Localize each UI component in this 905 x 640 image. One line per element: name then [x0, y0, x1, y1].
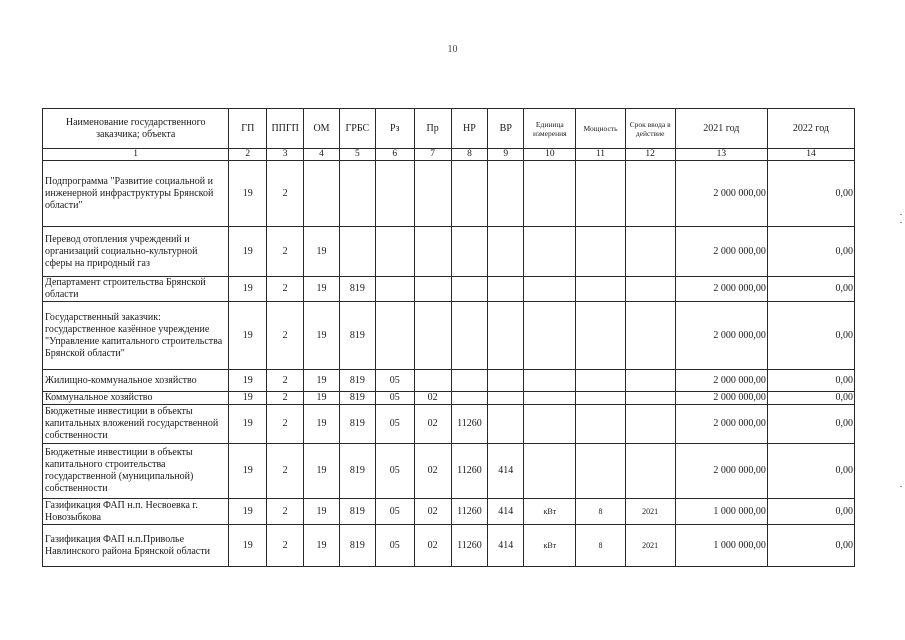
cell-vr: [488, 405, 524, 444]
cell-grbs: 819: [339, 392, 375, 405]
cell-gp: 19: [229, 302, 267, 370]
cell-unit: [524, 302, 576, 370]
table-row: [43, 161, 855, 227]
index-cell: 5: [339, 149, 375, 161]
cell-gp: 19: [229, 370, 267, 392]
index-cell: 13: [675, 149, 767, 161]
index-cell: 9: [488, 149, 524, 161]
cell-term: [625, 370, 675, 392]
cell-power: [576, 302, 625, 370]
cell-ppgp: 2: [267, 227, 304, 277]
index-cell: 6: [375, 149, 414, 161]
cell-rz: [375, 161, 414, 227]
index-cell: 1: [43, 149, 229, 161]
cell-grbs: 819: [339, 370, 375, 392]
cell-grbs: [339, 161, 375, 227]
cell-rz: 05: [375, 370, 414, 392]
cell-gp: 19: [229, 161, 267, 227]
table-row: [43, 444, 855, 499]
cell-pr: 02: [414, 444, 451, 499]
table-row: [43, 370, 855, 392]
cell-vr: [488, 161, 524, 227]
table-row: [43, 525, 855, 567]
cell-pr: 02: [414, 499, 451, 525]
cell-nr: [451, 302, 488, 370]
cell-unit: [524, 227, 576, 277]
cell-y2022: 0,00: [767, 499, 854, 525]
cell-y2022: 0,00: [767, 392, 854, 405]
cell-unit: [524, 392, 576, 405]
cell-name: Государственный заказчик: государственное казённое учреждение "Управление капитального строительства Брянской области": [43, 302, 229, 370]
table-row: [43, 499, 855, 525]
header-gp: ГП: [229, 109, 267, 149]
cell-ppgp: 2: [267, 302, 304, 370]
cell-power: 8: [576, 525, 625, 567]
cell-om: 19: [304, 499, 340, 525]
cell-nr: 11260: [451, 405, 488, 444]
header-ppgp: ППГП: [267, 109, 304, 149]
cell-unit: кВт: [524, 499, 576, 525]
cell-term: [625, 392, 675, 405]
header-row: [43, 109, 855, 149]
cell-pr: [414, 302, 451, 370]
budget-table: [42, 108, 855, 567]
cell-ppgp: 2: [267, 405, 304, 444]
cell-power: 8: [576, 499, 625, 525]
cell-power: [576, 161, 625, 227]
cell-y2021: 2 000 000,00: [675, 444, 767, 499]
cell-om: 19: [304, 370, 340, 392]
cell-rz: 05: [375, 525, 414, 567]
cell-om: 19: [304, 392, 340, 405]
header-nr: НР: [451, 109, 488, 149]
cell-term: [625, 405, 675, 444]
cell-grbs: 819: [339, 405, 375, 444]
cell-name: Бюджетные инвестиции в объекты капитального строительства государственной (муниципальной) собственности: [43, 444, 229, 499]
header-name: Наименование государственного заказчика; объекта: [43, 109, 229, 149]
cell-term: [625, 161, 675, 227]
cell-vr: 414: [488, 444, 524, 499]
cell-pr: [414, 277, 451, 302]
cell-name: Перевод отопления учреждений и организаций социально-культурной сферы на природный газ: [43, 227, 229, 277]
table-row: [43, 405, 855, 444]
cell-vr: [488, 392, 524, 405]
cell-y2022: 0,00: [767, 161, 854, 227]
cell-rz: [375, 277, 414, 302]
cell-term: [625, 302, 675, 370]
cell-unit: [524, 444, 576, 499]
table-row: [43, 392, 855, 405]
cell-power: [576, 444, 625, 499]
cell-om: 19: [304, 525, 340, 567]
table-row: [43, 302, 855, 370]
index-cell: 10: [524, 149, 576, 161]
cell-name: Коммунальное хозяйство: [43, 392, 229, 405]
cell-term: [625, 277, 675, 302]
cell-rz: 05: [375, 499, 414, 525]
cell-rz: 05: [375, 444, 414, 499]
cell-ppgp: 2: [267, 370, 304, 392]
cell-rz: 05: [375, 392, 414, 405]
cell-power: [576, 392, 625, 405]
cell-nr: [451, 370, 488, 392]
scan-mark: [900, 222, 902, 223]
cell-gp: 19: [229, 444, 267, 499]
cell-power: [576, 370, 625, 392]
header-om: ОМ: [304, 109, 340, 149]
cell-y2021: 2 000 000,00: [675, 161, 767, 227]
cell-vr: [488, 302, 524, 370]
header-grbs: ГРБС: [339, 109, 375, 149]
cell-y2021: 2 000 000,00: [675, 370, 767, 392]
cell-ppgp: 2: [267, 161, 304, 227]
index-cell: 2: [229, 149, 267, 161]
cell-vr: 414: [488, 499, 524, 525]
cell-rz: 05: [375, 405, 414, 444]
cell-term: [625, 444, 675, 499]
cell-om: 19: [304, 227, 340, 277]
cell-name: Газификация ФАП н.п. Несвоевка г. Новозыбкова: [43, 499, 229, 525]
cell-grbs: 819: [339, 499, 375, 525]
cell-name: Департамент строительства Брянской области: [43, 277, 229, 302]
cell-y2021: 1 000 000,00: [675, 499, 767, 525]
cell-term: 2021: [625, 499, 675, 525]
cell-unit: кВт: [524, 525, 576, 567]
cell-om: 19: [304, 405, 340, 444]
cell-y2022: 0,00: [767, 302, 854, 370]
cell-power: [576, 227, 625, 277]
cell-gp: 19: [229, 525, 267, 567]
cell-name: Жилищно-коммунальное хозяйство: [43, 370, 229, 392]
header-rz: Рз: [375, 109, 414, 149]
cell-grbs: 819: [339, 302, 375, 370]
cell-pr: [414, 227, 451, 277]
index-cell: 7: [414, 149, 451, 161]
cell-gp: 19: [229, 227, 267, 277]
cell-y2022: 0,00: [767, 227, 854, 277]
cell-y2021: 2 000 000,00: [675, 277, 767, 302]
cell-nr: [451, 277, 488, 302]
header-power: Мощность: [576, 109, 625, 149]
cell-term: 2021: [625, 525, 675, 567]
cell-y2021: 2 000 000,00: [675, 392, 767, 405]
scan-mark: [900, 486, 902, 487]
index-cell: 12: [625, 149, 675, 161]
cell-pr: [414, 161, 451, 227]
cell-nr: 11260: [451, 525, 488, 567]
cell-grbs: 819: [339, 444, 375, 499]
cell-y2021: 1 000 000,00: [675, 525, 767, 567]
cell-vr: [488, 370, 524, 392]
cell-nr: [451, 392, 488, 405]
cell-vr: 414: [488, 525, 524, 567]
cell-name: Подпрограмма "Развитие социальной и инженерной инфраструктуры Брянской области": [43, 161, 229, 227]
header-vr: ВР: [488, 109, 524, 149]
cell-unit: [524, 161, 576, 227]
cell-gp: 19: [229, 392, 267, 405]
cell-grbs: 819: [339, 277, 375, 302]
cell-ppgp: 2: [267, 525, 304, 567]
cell-grbs: [339, 227, 375, 277]
cell-y2021: 2 000 000,00: [675, 302, 767, 370]
cell-power: [576, 405, 625, 444]
cell-power: [576, 277, 625, 302]
index-cell: 8: [451, 149, 488, 161]
cell-term: [625, 227, 675, 277]
cell-pr: [414, 370, 451, 392]
cell-grbs: 819: [339, 525, 375, 567]
header-term: Срок ввода в действие: [625, 109, 675, 149]
cell-y2021: 2 000 000,00: [675, 405, 767, 444]
cell-name: Бюджетные инвестиции в объекты капитальных вложений государственной собственности: [43, 405, 229, 444]
cell-om: [304, 161, 340, 227]
cell-y2022: 0,00: [767, 277, 854, 302]
table-row: [43, 227, 855, 277]
index-cell: 11: [576, 149, 625, 161]
header-2021: 2021 год: [675, 109, 767, 149]
page-number: 10: [447, 44, 458, 55]
cell-nr: [451, 161, 488, 227]
cell-y2022: 0,00: [767, 370, 854, 392]
cell-y2022: 0,00: [767, 525, 854, 567]
column-index-row: [43, 149, 855, 161]
header-2022: 2022 год: [767, 109, 854, 149]
cell-ppgp: 2: [267, 499, 304, 525]
cell-ppgp: 2: [267, 392, 304, 405]
cell-unit: [524, 405, 576, 444]
cell-y2021: 2 000 000,00: [675, 227, 767, 277]
cell-pr: 02: [414, 405, 451, 444]
index-cell: 3: [267, 149, 304, 161]
cell-vr: [488, 227, 524, 277]
header-unit: Единица измерения: [524, 109, 576, 149]
table-row: [43, 277, 855, 302]
cell-om: 19: [304, 302, 340, 370]
cell-pr: 02: [414, 392, 451, 405]
cell-unit: [524, 277, 576, 302]
cell-ppgp: 2: [267, 277, 304, 302]
index-cell: 14: [767, 149, 854, 161]
cell-unit: [524, 370, 576, 392]
cell-ppgp: 2: [267, 444, 304, 499]
scan-mark: [900, 214, 902, 215]
cell-gp: 19: [229, 405, 267, 444]
index-cell: 4: [304, 149, 340, 161]
cell-om: 19: [304, 277, 340, 302]
cell-gp: 19: [229, 277, 267, 302]
cell-rz: [375, 302, 414, 370]
cell-vr: [488, 277, 524, 302]
cell-nr: [451, 227, 488, 277]
cell-om: 19: [304, 444, 340, 499]
cell-rz: [375, 227, 414, 277]
header-pr: Пр: [414, 109, 451, 149]
cell-name: Газификация ФАП н.п.Приволье Навлинского района Брянской области: [43, 525, 229, 567]
cell-gp: 19: [229, 499, 267, 525]
table-body: [43, 161, 855, 567]
cell-nr: 11260: [451, 444, 488, 499]
cell-y2022: 0,00: [767, 405, 854, 444]
cell-nr: 11260: [451, 499, 488, 525]
cell-pr: 02: [414, 525, 451, 567]
cell-y2022: 0,00: [767, 444, 854, 499]
